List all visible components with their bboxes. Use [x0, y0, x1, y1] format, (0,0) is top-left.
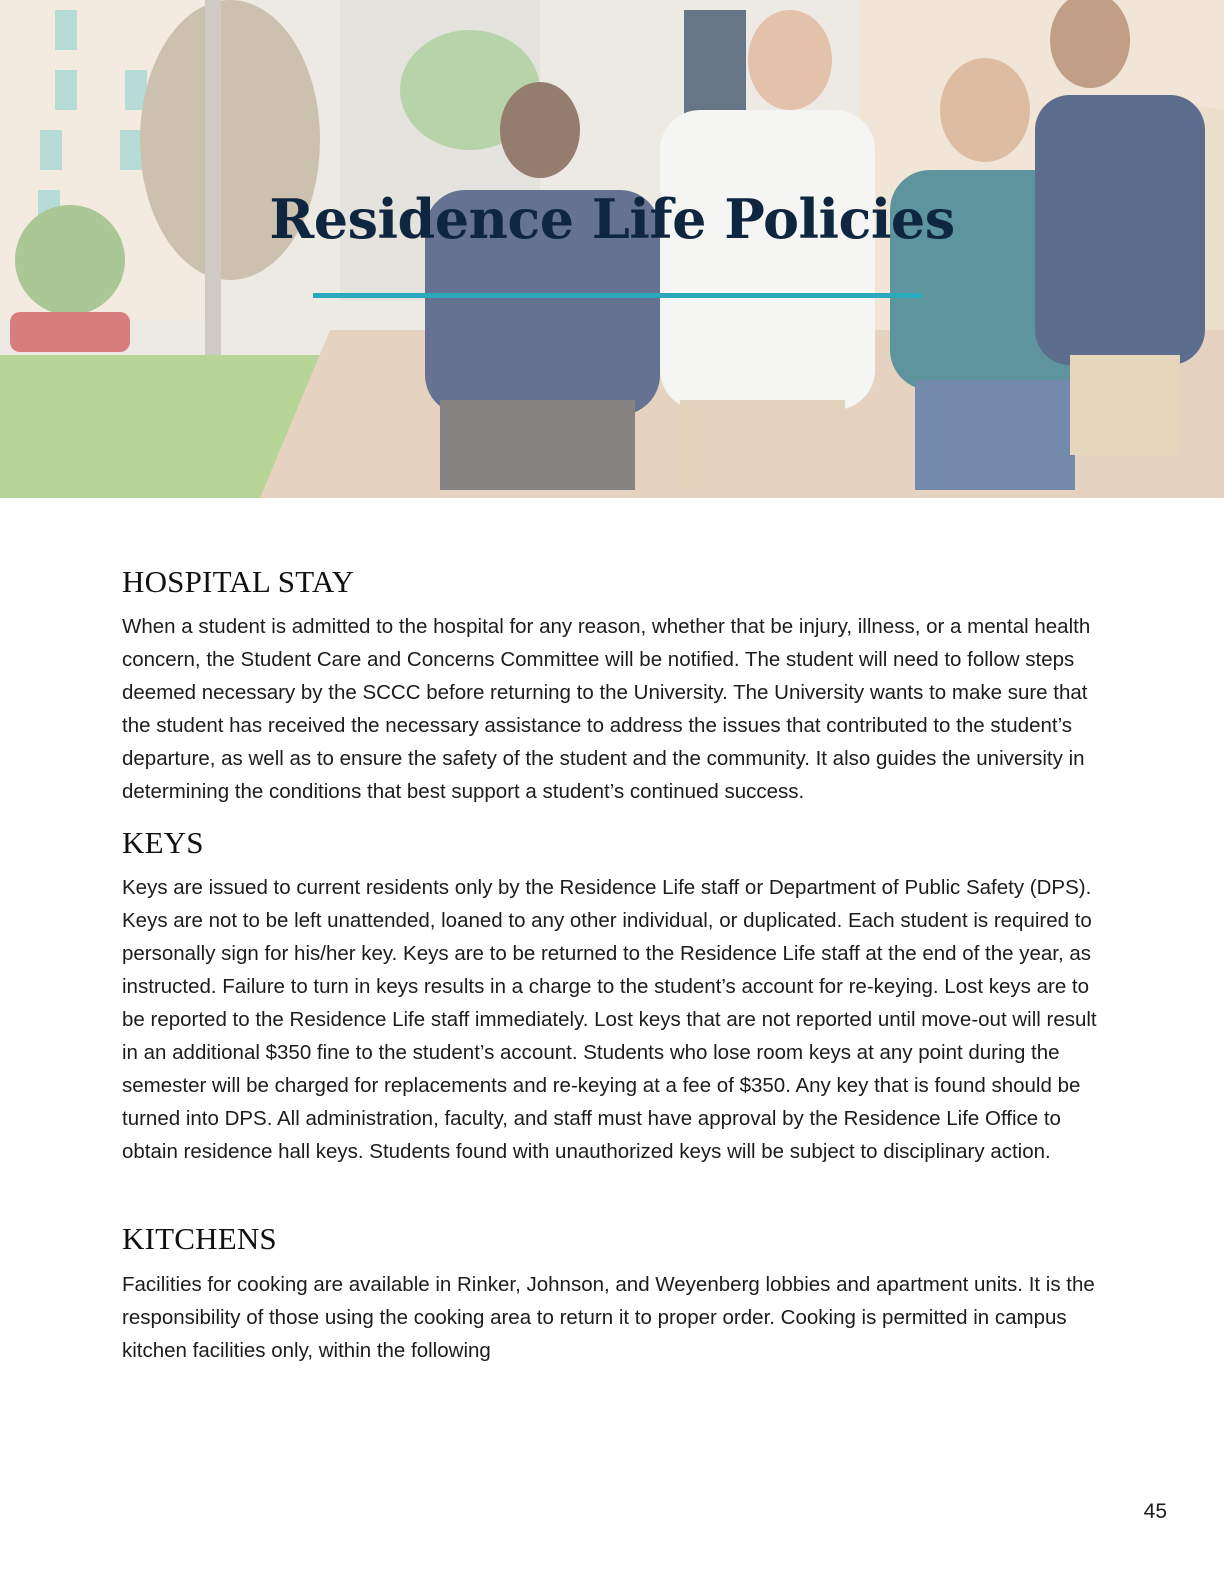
section-heading: KITCHENS [122, 1221, 277, 1257]
section-paragraph: When a student is admitted to the hospital for any reason, whether that be injury, illness, or a mental health concern, the Student Care and Concerns Committee will be notified. The student will need to follow steps deemed necessary by the SCCC before returning to the University. The University wants to make sure that the student has received the necessary assistance to address the issues that contributed to the student’s departure, as well as to ensure the safety of the student and the community. It also guides the university in determining the conditions that best support a student’s continued success. [122, 615, 1091, 804]
section-kitchens [122, 1220, 1112, 1366]
section-hospital-stay [122, 563, 1112, 808]
title-underline [313, 293, 922, 298]
section-keys [122, 824, 1112, 1168]
section-heading: KEYS [122, 825, 204, 861]
section-paragraph: Keys are issued to current residents only by the Residence Life staff or Department of Public Safety (DPS). Keys are not to be left unattended, loaned to any other individual, or duplicated. Each student is required to personally sign for his/her key. Keys are to be returned to the Residence Life staff at the end of the year, as instructed. Failure to turn in keys results in a charge to the student’s account for re-keying. Lost keys are to be reported to the Residence Life staff immediately. Lost keys that are not reported until move-out will result in an additional $350 fine to the student’s account. Students who lose room keys at any point during the semester will be charged for replacements and re-keying at a fee of $350. Any key that is found should be turned into DPS. All administration, faculty, and staff must have approval by the Residence Life Office to obtain residence hall keys. Students found with unauthorized keys will be subject to disciplinary action. [122, 876, 1097, 1164]
policy-content [122, 563, 1112, 1367]
page-number: 45 [1143, 1500, 1167, 1523]
hero-banner [0, 0, 1224, 498]
page-title: Residence Life Policies [269, 187, 955, 251]
section-paragraph: Facilities for cooking are available in Rinker, Johnson, and Weyenberg lobbies and apartment units. It is the responsibility of those using the cooking area to return it to proper order. Cooking is permitted in campus kitchen facilities only, within the following [122, 1272, 1095, 1362]
section-heading: HOSPITAL STAY [122, 564, 355, 599]
